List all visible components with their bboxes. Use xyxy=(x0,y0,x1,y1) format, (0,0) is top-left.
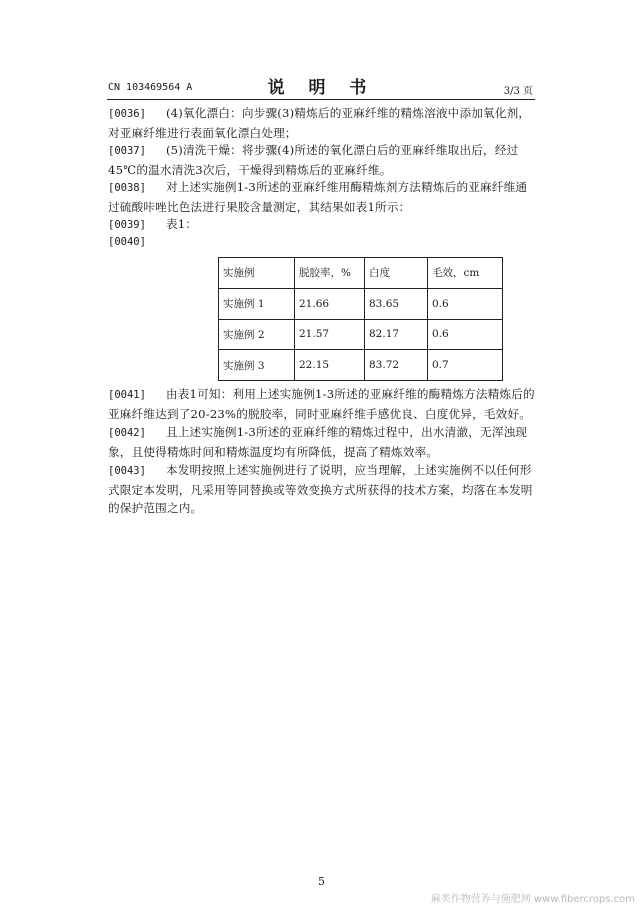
paragraph-tag: [0039] xyxy=(108,219,146,231)
results-table xyxy=(218,257,503,381)
table-header-cell: 毛效，cm xyxy=(428,258,503,289)
table-row xyxy=(219,319,503,350)
paragraph-tag: [0037] xyxy=(108,145,146,157)
paragraph-0036 xyxy=(108,104,538,142)
table-cell: 0.6 xyxy=(428,319,503,350)
header-divider xyxy=(107,99,535,100)
paragraph-0039 xyxy=(108,215,538,235)
paragraph-0041 xyxy=(108,385,538,423)
page-number: 5 xyxy=(318,875,325,888)
paragraph-tag: [0043] xyxy=(108,465,146,477)
table-cell: 实施例 2 xyxy=(219,319,295,350)
page-indicator: 3/3 页 xyxy=(503,86,533,97)
table-header-cell: 实施例 xyxy=(219,258,295,289)
paragraph-0043 xyxy=(108,461,538,518)
paragraph-0037 xyxy=(108,141,538,179)
table-cell: 实施例 1 xyxy=(219,288,295,319)
paragraph-0042 xyxy=(108,423,538,461)
table-row xyxy=(219,350,503,381)
paragraph-tag-0040: [0040] xyxy=(108,236,146,248)
document-title: 说 明 书 xyxy=(267,78,376,98)
table-cell: 0.7 xyxy=(428,350,503,381)
paragraph-text: 表1： xyxy=(165,217,198,231)
table-cell: 21.66 xyxy=(295,288,365,319)
paragraph-text: (4)氧化漂白：向步骤(3)精炼后的亚麻纤维的精炼溶液中添加氧化剂，对亚麻纤维进行表面氧化漂白处理； xyxy=(108,106,531,140)
patent-number: CN 103469564 A xyxy=(108,82,193,93)
table-cell: 21.57 xyxy=(295,319,365,350)
watermark: 麻类作物营养与施肥网 www.fibercrops.com xyxy=(430,894,635,905)
table-cell: 82.17 xyxy=(365,319,428,350)
paragraph-tag: [0042] xyxy=(108,427,146,439)
table-row xyxy=(219,288,503,319)
paragraph-tag: [0041] xyxy=(108,389,146,401)
table-cell: 0.6 xyxy=(428,288,503,319)
paragraph-text: 本发明按照上述实施例进行了说明，应当理解，上述实施例不以任何形式限定本发明，凡采用等同替换或等效变换方式所获得的技术方案，均落在本发明的保护范围之内。 xyxy=(108,463,533,515)
paragraph-0038 xyxy=(108,178,538,216)
paragraph-tag: [0038] xyxy=(108,182,146,194)
table-header-cell: 白度 xyxy=(365,258,428,289)
table-cell: 实施例 3 xyxy=(219,350,295,381)
paragraph-text: 且上述实施例1-3所述的亚麻纤维的精炼过程中，出水清澈，无浑浊现象，且使得精炼时间和精炼温度均有所降低，提高了精炼效率。 xyxy=(108,425,528,459)
table-header-row xyxy=(219,258,503,289)
table-cell: 22.15 xyxy=(295,350,365,381)
paragraph-text: (5)清洗干燥：将步骤(4)所述的氧化漂白后的亚麻纤维取出后，经过45℃的温水清洗3次后，干燥得到精炼后的亚麻纤维。 xyxy=(108,143,519,177)
table-cell: 83.65 xyxy=(365,288,428,319)
paragraph-tag: [0036] xyxy=(108,108,146,120)
table-cell: 83.72 xyxy=(365,350,428,381)
table-header-cell: 脱胶率，% xyxy=(295,258,365,289)
paragraph-text: 对上述实施例1-3所述的亚麻纤维用酶精炼剂方法精炼后的亚麻纤维通过硫酸咔唑比色法进行果胶含量测定，其结果如表1所示： xyxy=(108,180,528,214)
paragraph-text: 由表1可知：利用上述实施例1-3所述的亚麻纤维的酶精炼方法精炼后的亚麻纤维达到了20-23%的脱胶率，同时亚麻纤维手感优良、白度优异，毛效好。 xyxy=(108,387,535,421)
